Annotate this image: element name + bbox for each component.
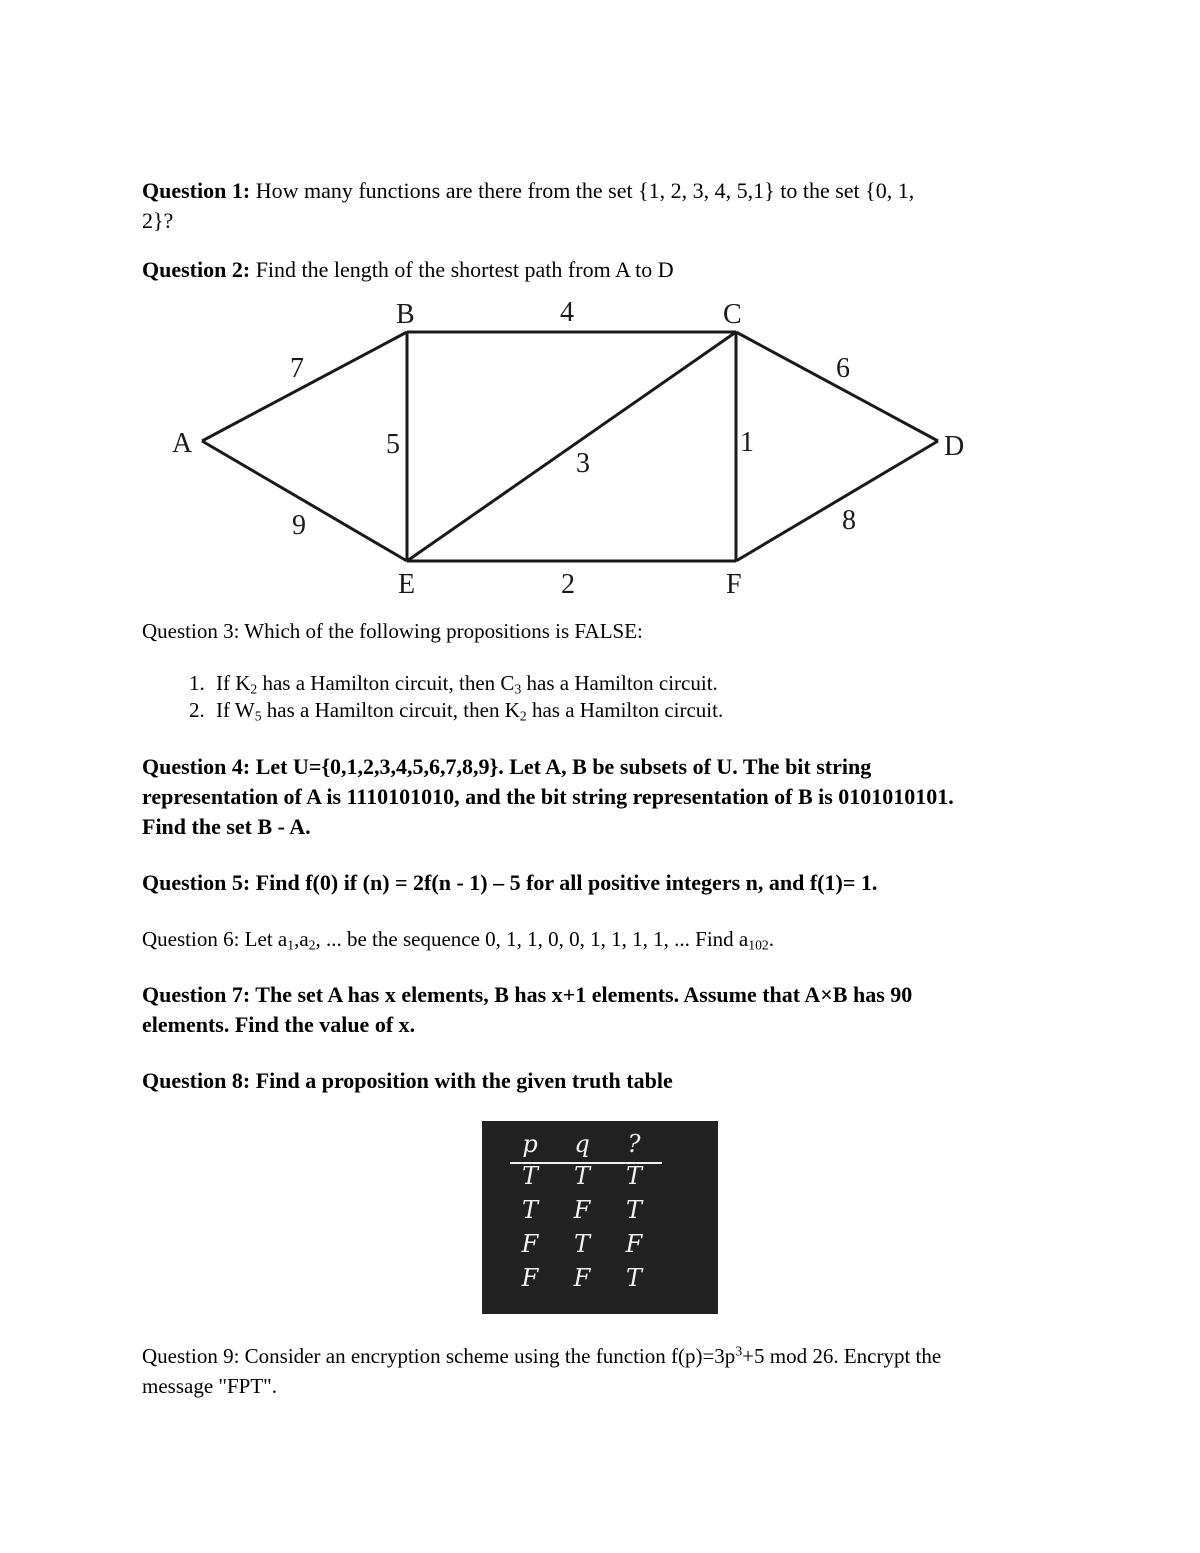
edge-ae xyxy=(202,441,407,561)
question-label: Question 9: xyxy=(142,1344,240,1368)
question-4 xyxy=(142,752,954,842)
weight-df: 8 xyxy=(842,505,856,536)
question-text-continued: elements. Find the value of x. xyxy=(142,1012,416,1037)
question-label: Question 5: xyxy=(142,870,251,895)
question-label: Question 7: xyxy=(142,982,251,1007)
truth-table-image xyxy=(482,1121,718,1314)
question-2 xyxy=(142,255,674,285)
table-header-row xyxy=(504,1129,660,1159)
question-label: Question 6: xyxy=(142,927,240,951)
question-text: How many functions are there from the set {1, 2, 3, 4, 5,1} to the set {0, 1, xyxy=(250,178,915,203)
header-q: q xyxy=(574,1130,590,1158)
list-item: 1. If $K_2$ has a Hamilton circuit, then $C_3$ has a Hamilton circuit. xyxy=(210,670,723,697)
table-row: T T T xyxy=(521,1162,642,1190)
question-label: Question 8: xyxy=(142,1068,251,1093)
question-text-continued: 2}? xyxy=(142,208,174,233)
question-text-continued: representation of A is 1110101010, and the bit string representation of B is 0101010101. xyxy=(142,784,954,809)
truth-table xyxy=(504,1129,660,1295)
proposition-list xyxy=(142,670,723,724)
edge-ab xyxy=(202,332,407,441)
weight-ce: 3 xyxy=(576,448,590,479)
question-text-continued: Find the set B - A. xyxy=(142,814,311,839)
question-3 xyxy=(142,616,643,646)
edge-ce xyxy=(407,332,736,561)
question-text: Find f(0) if (n) = 2f(n - 1) – 5 for all positive integers n, and f(1)= 1. xyxy=(250,870,878,895)
weight-cf: 1 xyxy=(740,427,754,458)
weight-ab: 7 xyxy=(290,353,304,384)
question-label: Question 2: xyxy=(142,257,251,282)
header-p: p xyxy=(522,1130,538,1158)
weight-ae: 9 xyxy=(292,510,306,541)
vertex-f-label: F xyxy=(726,569,742,600)
edge-df xyxy=(736,441,938,561)
question-text: Let U={0,1,2,3,4,5,6,7,8,9}. Let A, B be subsets of U. The bit string xyxy=(250,754,872,779)
question-label: Question 1: xyxy=(142,178,251,203)
vertex-d-label: D xyxy=(944,431,965,462)
header-result: ? xyxy=(627,1130,641,1158)
table-row: F F T xyxy=(521,1264,642,1292)
weight-ef: 2 xyxy=(561,569,575,600)
table-row: T F T xyxy=(521,1196,642,1224)
question-5 xyxy=(142,868,877,898)
question-1 xyxy=(142,176,914,236)
vertex-c-label: C xyxy=(723,299,742,330)
question-8 xyxy=(142,1066,673,1096)
vertex-b-label: B xyxy=(396,299,415,330)
question-label: Question 4: xyxy=(142,754,251,779)
list-item: 2. If $W_5$ has a Hamilton circuit, then $K_2$ has a Hamilton circuit. xyxy=(210,697,723,724)
question-text-continued: message "FPT". xyxy=(142,1374,277,1398)
weight-cd: 6 xyxy=(836,353,850,384)
vertex-a-label: A xyxy=(172,428,193,459)
question-6: Question 6: Let $a_1,a_2$, ... be the sequence 0, 1, 1, 0, 0, 1, 1, 1, 1, ... Find $a_{102}$. xyxy=(142,927,774,953)
question-text: Find a proposition with the given truth table xyxy=(250,1068,673,1093)
question-7 xyxy=(142,980,912,1040)
edge-cd xyxy=(736,332,938,441)
vertex-e-label: E xyxy=(398,569,416,600)
question-text: Which of the following propositions is FALSE: xyxy=(239,619,643,643)
question-text: The set A has x elements, B has x+1 elements. Assume that A×B has 90 xyxy=(250,982,913,1007)
question-label: Question 3: xyxy=(142,619,240,643)
question-text: Find the length of the shortest path from A to D xyxy=(250,257,674,282)
table-row: F T F xyxy=(521,1230,643,1258)
weight-be: 5 xyxy=(386,429,400,460)
question-9: Question 9: Consider an encryption scheme using the function $f(p)=3p^3+5$ mod 26. Encrypt the message "FPT". xyxy=(142,1343,942,1398)
weight-bc: 4 xyxy=(560,297,574,328)
weighted-graph-diagram xyxy=(160,295,990,605)
